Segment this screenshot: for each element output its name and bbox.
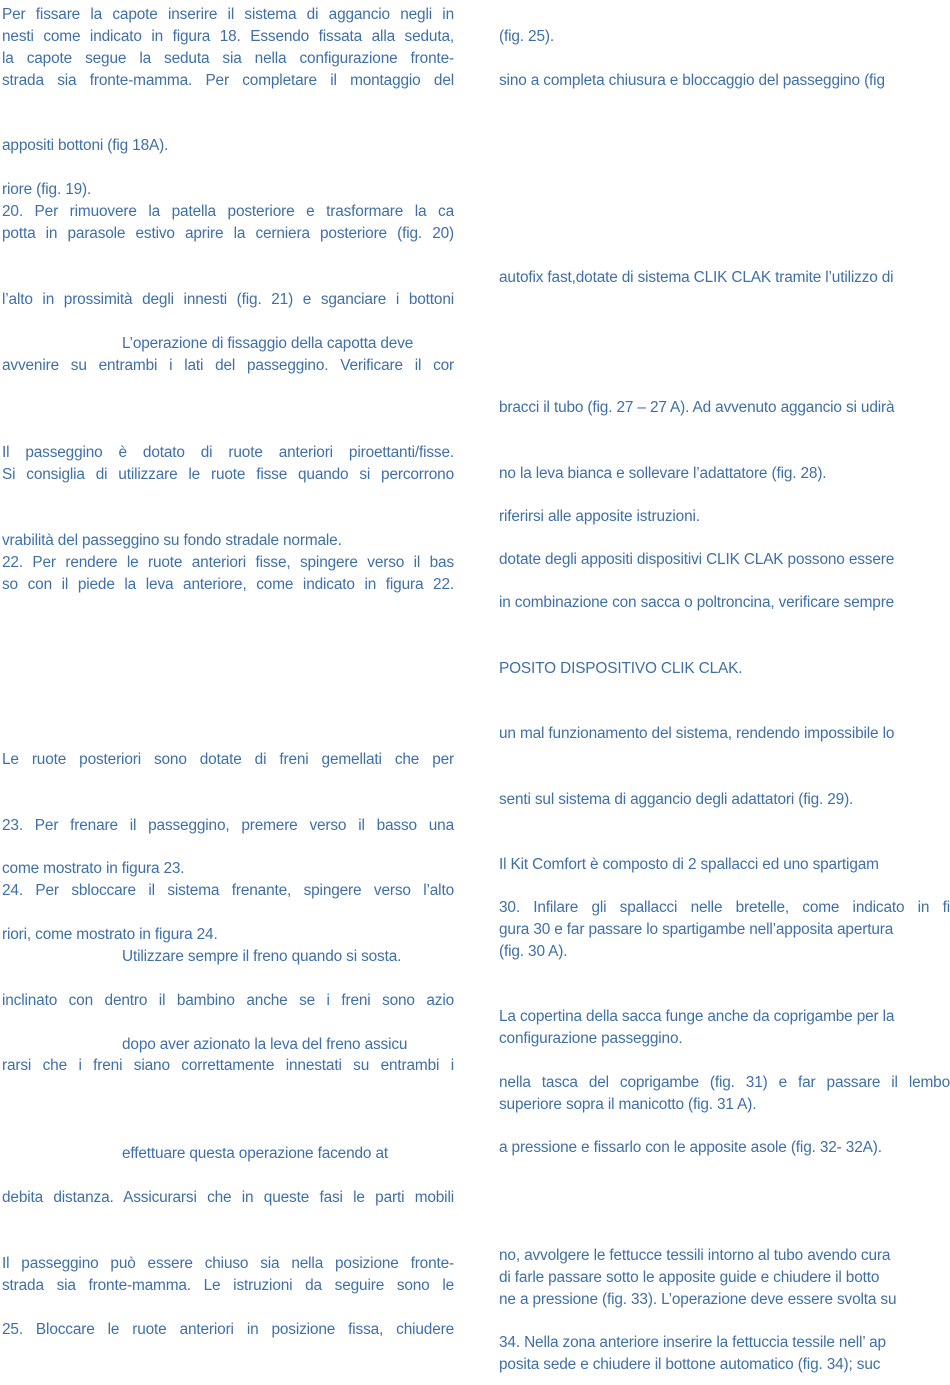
- text-line: bracci il tubo (fig. 27 – 27 A). Ad avvenuto aggancio si udirà: [499, 399, 895, 416]
- text-line: POSITO DISPOSITIVO CLIK CLAK.: [499, 660, 743, 677]
- text-line: riore (fig. 19).: [2, 181, 92, 198]
- text-line: so con il piede la leva anteriore, come indicato in figura 22.: [2, 576, 454, 593]
- text-line: la capote segue la seduta sia nella configurazione fronte-: [2, 50, 454, 67]
- text-line: vrabilità del passeggino su fondo stradale normale.: [2, 532, 342, 549]
- text-line: posita sede e chiudere il bottone automatico (fig. 34); suc: [499, 1356, 881, 1373]
- text-line: in combinazione con sacca o poltroncina, verificare sempre: [499, 594, 895, 611]
- text-line: Il Kit Comfort è composto di 2 spallacci ed uno spartigam: [499, 856, 879, 873]
- text-line: 20. Per rimuovere la patella posteriore e trasformare la ca: [2, 203, 454, 220]
- left-text-column: [2, 0, 456, 1385]
- text-line: 23. Per frenare il passeggino, premere verso il basso una: [2, 817, 454, 834]
- text-line: Si consiglia di utilizzare le ruote fisse quando si percorrono: [2, 466, 454, 483]
- text-line: Per fissare la capote inserire il sistema di aggancio negli in: [2, 6, 454, 23]
- text-line: gura 30 e far passare lo spartigambe nell’apposita apertura: [499, 921, 894, 938]
- text-line: L’operazione di fissaggio della capotta deve: [122, 335, 414, 352]
- text-line: Utilizzare sempre il freno quando si sosta.: [122, 948, 402, 965]
- text-line: come mostrato in figura 23.: [2, 860, 185, 877]
- text-line: 25. Bloccare le ruote anteriori in posizione fissa, chiudere: [2, 1321, 454, 1338]
- text-line: strada sia fronte-mamma. Le istruzioni da seguire sono le: [2, 1277, 454, 1294]
- text-line: superiore sopra il manicotto (fig. 31 A).: [499, 1096, 757, 1113]
- text-line: inclinato con dentro il bambino anche se i freni sono azio: [2, 992, 454, 1009]
- text-line: debita distanza. Assicurarsi che in queste fasi le parti mobili: [2, 1189, 454, 1206]
- text-line: 30. Infilare gli spallacci nelle bretelle, come indicato in fi: [499, 899, 950, 916]
- text-line: Le ruote posteriori sono dotate di freni gemellati che per: [2, 751, 454, 768]
- text-line: riori, come mostrato in figura 24.: [2, 926, 218, 943]
- text-line: ne a pressione (fig. 33). L’operazione deve essere svolta su: [499, 1291, 897, 1308]
- text-line: rarsi che i freni siano correttamente innestati su entrambi i: [2, 1057, 454, 1074]
- text-line: di farle passare sotto le apposite guide e chiudere il botto: [499, 1269, 880, 1286]
- text-line: appositi bottoni (fig 18A).: [2, 137, 169, 154]
- text-line: sino a completa chiusura e bloccaggio del passeggino (fig: [499, 72, 885, 89]
- text-line: configurazione passeggino.: [499, 1030, 683, 1047]
- text-line: autofix fast,dotate di sistema CLIK CLAK tramite l’utilizzo di: [499, 269, 894, 286]
- text-line: no, avvolgere le fettucce tessili intorno al tubo avendo cura: [499, 1247, 891, 1264]
- right-text-column: [499, 0, 950, 1385]
- text-line: strada sia fronte-mamma. Per completare il montaggio del: [2, 72, 454, 89]
- text-line: Il passeggino può essere chiuso sia nella posizione fronte-: [2, 1255, 454, 1272]
- text-line: avvenire su entrambi i lati del passeggino. Verificare il cor: [2, 357, 454, 374]
- text-line: 34. Nella zona anteriore inserire la fettuccia tessile nell’ ap: [499, 1334, 886, 1351]
- text-line: Il passeggino è dotato di ruote anteriori piroettanti/fisse.: [2, 444, 454, 461]
- text-line: no la leva bianca e sollevare l’adattatore (fig. 28).: [499, 465, 827, 482]
- text-line: 22. Per rendere le ruote anteriori fisse, spingere verso il bas: [2, 554, 454, 571]
- text-line: riferirsi alle apposite istruzioni.: [499, 508, 700, 525]
- text-line: La copertina della sacca funge anche da coprigambe per la: [499, 1008, 895, 1025]
- text-line: un mal funzionamento del sistema, rendendo impossibile lo: [499, 725, 895, 742]
- text-line: dotate degli appositi dispositivi CLIK CLAK possono essere: [499, 551, 895, 568]
- text-line: nella tasca del coprigambe (fig. 31) e far passare il lembo: [499, 1074, 950, 1091]
- text-line: 24. Per sbloccare il sistema frenante, spingere verso l’alto: [2, 882, 454, 899]
- text-line: (fig. 25).: [499, 28, 554, 45]
- text-line: (fig. 30 A).: [499, 943, 568, 960]
- text-line: a pressione e fissarlo con le apposite asole (fig. 32- 32A).: [499, 1139, 882, 1156]
- text-line: nesti come indicato in figura 18. Essendo fissata alla seduta,: [2, 28, 454, 45]
- text-line: potta in parasole estivo aprire la cerniera posteriore (fig. 20): [2, 225, 454, 242]
- text-line: senti sul sistema di aggancio degli adattatori (fig. 29).: [499, 791, 854, 808]
- text-line: l’alto in prossimità degli innesti (fig. 21) e sganciare i bottoni: [2, 291, 454, 308]
- text-line: dopo aver azionato la leva del freno assicu: [122, 1036, 408, 1053]
- text-line: effettuare questa operazione facendo at: [122, 1145, 388, 1162]
